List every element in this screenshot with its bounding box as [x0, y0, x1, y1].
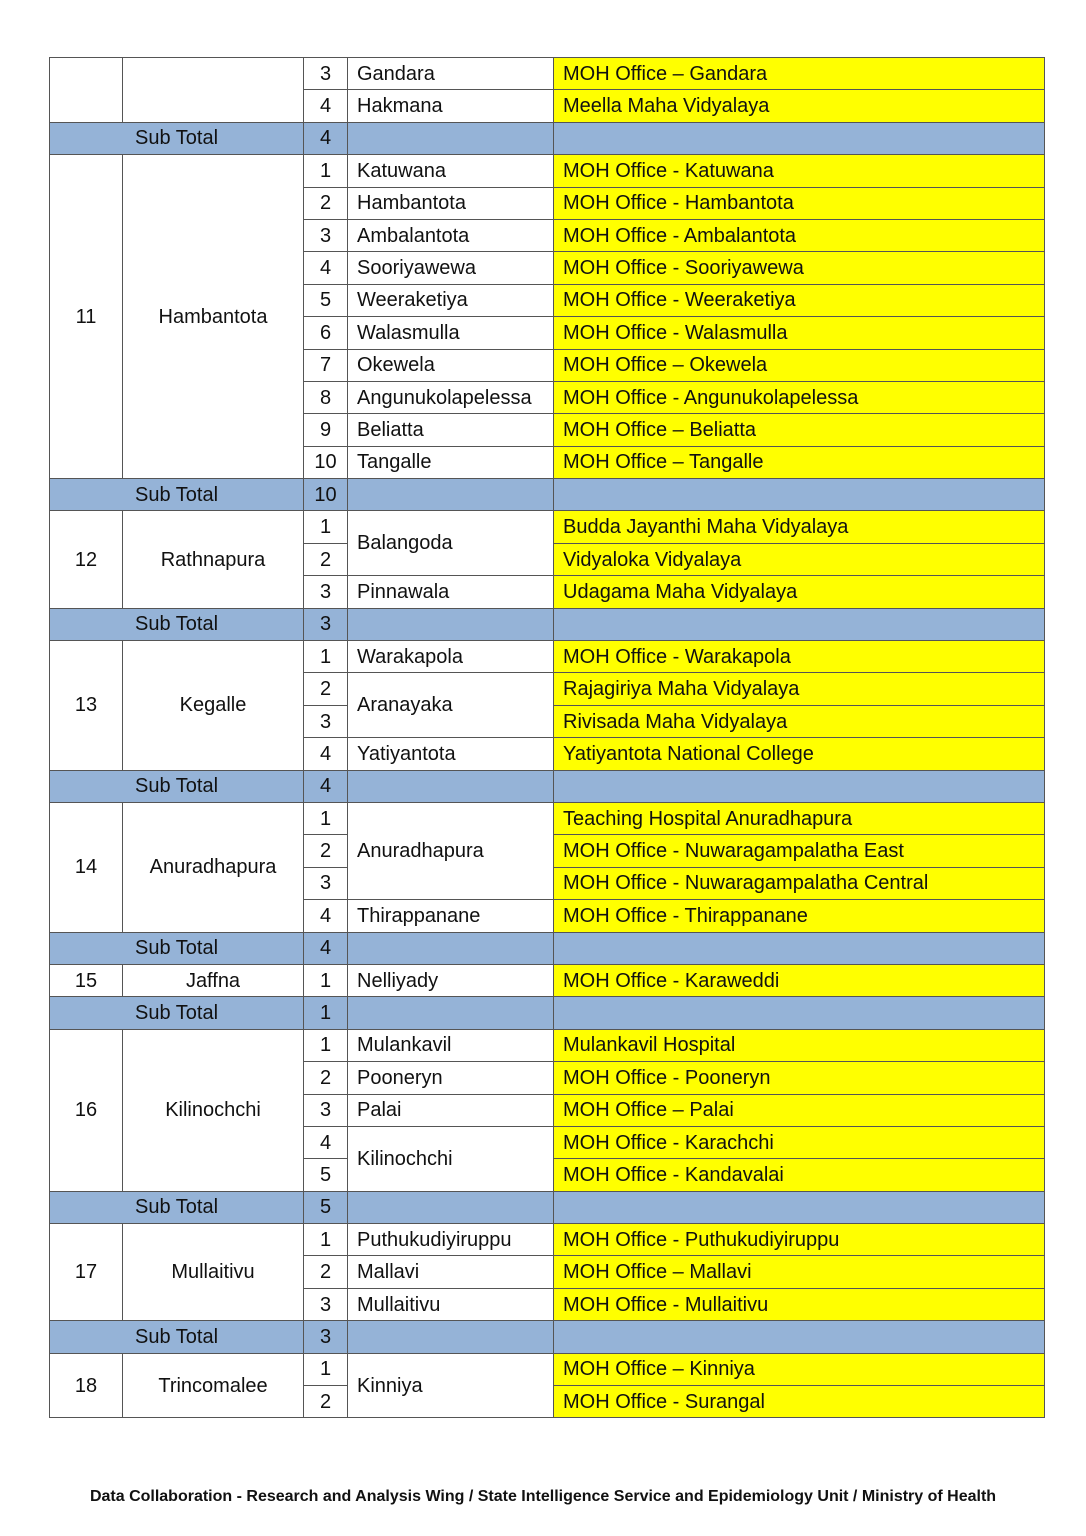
centre-index: 3: [304, 576, 348, 608]
moh-area: Gandara: [348, 58, 554, 90]
moh-area: Thirappanane: [348, 900, 554, 932]
moh-area: Pooneryn: [348, 1062, 554, 1094]
moh-area: Tangalle: [348, 446, 554, 478]
centre-index: 4: [304, 738, 348, 770]
centre-index: 3: [304, 867, 348, 899]
district-name: Anuradhapura: [123, 802, 304, 932]
centre-index: 1: [304, 641, 348, 673]
subtotal-row: [50, 479, 1045, 511]
district-name: Rathnapura: [123, 511, 304, 608]
vaccination-location: MOH Office - Surangal: [554, 1386, 1045, 1418]
subtotal-blank-location: [554, 997, 1045, 1029]
subtotal-count: 5: [304, 1191, 348, 1223]
district-number: 12: [50, 511, 123, 608]
subtotal-count: 4: [304, 122, 348, 154]
moh-area: Ambalantota: [348, 219, 554, 251]
centre-index: 1: [304, 511, 348, 543]
vaccination-location: MOH Office - Nuwaragampalatha Central: [554, 867, 1045, 899]
vaccination-location: MOH Office – Okewela: [554, 349, 1045, 381]
footer-credit: Data Collaboration - Research and Analysis Wing / State Intelligence Service and Epidemiology Unit / Ministry of Health: [89, 1488, 997, 1505]
subtotal-row: [50, 122, 1045, 154]
moh-area: Mulankavil: [348, 1029, 554, 1061]
vaccination-centre-table: [49, 57, 1045, 1418]
vaccination-location: MOH Office – Kinniya: [554, 1353, 1045, 1385]
centre-index: 2: [304, 1062, 348, 1094]
subtotal-label: Sub Total: [50, 932, 304, 964]
vaccination-location: MOH Office - Ambalantota: [554, 219, 1045, 251]
subtotal-row: [50, 608, 1045, 640]
subtotal-blank-moh: [348, 770, 554, 802]
subtotal-blank-location: [554, 770, 1045, 802]
vaccination-location: MOH Office - Nuwaragampalatha East: [554, 835, 1045, 867]
subtotal-count: 4: [304, 770, 348, 802]
moh-area: Hakmana: [348, 90, 554, 122]
vaccination-location: MOH Office – Beliatta: [554, 414, 1045, 446]
centre-index: 4: [304, 900, 348, 932]
subtotal-row: [50, 997, 1045, 1029]
subtotal-blank-moh: [348, 1321, 554, 1353]
moh-area: Beliatta: [348, 414, 554, 446]
centre-index: 1: [304, 964, 348, 996]
subtotal-blank-moh: [348, 932, 554, 964]
subtotal-row: [50, 932, 1045, 964]
centre-index: 4: [304, 252, 348, 284]
centre-index: 3: [304, 1288, 348, 1320]
moh-area: Kinniya: [348, 1353, 554, 1418]
subtotal-label: Sub Total: [50, 997, 304, 1029]
vaccination-location: MOH Office – Tangalle: [554, 446, 1045, 478]
vaccination-location: MOH Office – Mallavi: [554, 1256, 1045, 1288]
district-number: 11: [50, 155, 123, 479]
vaccination-location: MOH Office - Puthukudiyiruppu: [554, 1224, 1045, 1256]
centre-index: 10: [304, 446, 348, 478]
moh-area: Walasmulla: [348, 317, 554, 349]
vaccination-location: MOH Office - Karaweddi: [554, 964, 1045, 996]
subtotal-blank-location: [554, 479, 1045, 511]
subtotal-label: Sub Total: [50, 479, 304, 511]
vaccination-location: MOH Office – Gandara: [554, 58, 1045, 90]
district-number: [50, 58, 123, 123]
centre-index: 9: [304, 414, 348, 446]
vaccination-location: Rajagiriya Maha Vidyalaya: [554, 673, 1045, 705]
table-row: [50, 802, 1045, 834]
moh-area: Sooriyawewa: [348, 252, 554, 284]
subtotal-label: Sub Total: [50, 770, 304, 802]
moh-area: Aranayaka: [348, 673, 554, 738]
vaccination-location: MOH Office - Katuwana: [554, 155, 1045, 187]
moh-area: Anuradhapura: [348, 802, 554, 899]
table-row: [50, 1224, 1045, 1256]
moh-area: Angunukolapelessa: [348, 381, 554, 413]
vaccination-location: Rivisada Maha Vidyalaya: [554, 705, 1045, 737]
subtotal-blank-moh: [348, 608, 554, 640]
subtotal-count: 3: [304, 1321, 348, 1353]
district-name: Kegalle: [123, 641, 304, 771]
vaccination-location: Yatiyantota National College: [554, 738, 1045, 770]
vaccination-location: MOH Office - Angunukolapelessa: [554, 381, 1045, 413]
vaccination-location: MOH Office - Warakapola: [554, 641, 1045, 673]
subtotal-blank-location: [554, 608, 1045, 640]
moh-area: Katuwana: [348, 155, 554, 187]
table-row: [50, 58, 1045, 90]
subtotal-blank-moh: [348, 1191, 554, 1223]
centre-index: 8: [304, 381, 348, 413]
subtotal-blank-moh: [348, 997, 554, 1029]
district-number: 18: [50, 1353, 123, 1418]
centre-index: 1: [304, 1224, 348, 1256]
centre-index: 3: [304, 219, 348, 251]
subtotal-label: Sub Total: [50, 608, 304, 640]
subtotal-label: Sub Total: [50, 1191, 304, 1223]
vaccination-location: MOH Office - Mullaitivu: [554, 1288, 1045, 1320]
centre-index: 2: [304, 187, 348, 219]
centre-index: 2: [304, 543, 348, 575]
vaccination-location: Budda Jayanthi Maha Vidyalaya: [554, 511, 1045, 543]
centre-index: 5: [304, 1159, 348, 1191]
district-name: [123, 58, 304, 123]
district-number: 16: [50, 1029, 123, 1191]
district-name: Hambantota: [123, 155, 304, 479]
centre-index: 1: [304, 1029, 348, 1061]
district-number: 17: [50, 1224, 123, 1321]
table-row: [50, 641, 1045, 673]
centre-index: 3: [304, 58, 348, 90]
moh-area: Okewela: [348, 349, 554, 381]
centre-index: 6: [304, 317, 348, 349]
moh-area: Nelliyady: [348, 964, 554, 996]
centre-index: 3: [304, 1094, 348, 1126]
centre-index: 7: [304, 349, 348, 381]
moh-area: Palai: [348, 1094, 554, 1126]
table-row: [50, 1029, 1045, 1061]
subtotal-blank-location: [554, 1191, 1045, 1223]
subtotal-row: [50, 1191, 1045, 1223]
moh-area: Warakapola: [348, 641, 554, 673]
centre-index: 5: [304, 284, 348, 316]
vaccination-location: MOH Office – Palai: [554, 1094, 1045, 1126]
moh-area: Mallavi: [348, 1256, 554, 1288]
subtotal-count: 10: [304, 479, 348, 511]
centre-index: 2: [304, 835, 348, 867]
vaccination-location: Vidyaloka Vidyalaya: [554, 543, 1045, 575]
district-name: Trincomalee: [123, 1353, 304, 1418]
subtotal-label: Sub Total: [50, 1321, 304, 1353]
district-number: 14: [50, 802, 123, 932]
moh-area: Weeraketiya: [348, 284, 554, 316]
moh-area: Balangoda: [348, 511, 554, 576]
vaccination-location: MOH Office - Sooriyawewa: [554, 252, 1045, 284]
moh-area: Puthukudiyiruppu: [348, 1224, 554, 1256]
centre-index: 3: [304, 705, 348, 737]
subtotal-blank-location: [554, 122, 1045, 154]
centre-index: 4: [304, 1126, 348, 1158]
vaccination-location: Teaching Hospital Anuradhapura: [554, 802, 1045, 834]
subtotal-blank-location: [554, 932, 1045, 964]
moh-area: Kilinochchi: [348, 1126, 554, 1191]
centre-index: 4: [304, 90, 348, 122]
vaccination-location: MOH Office - Weeraketiya: [554, 284, 1045, 316]
vaccination-location: MOH Office - Pooneryn: [554, 1062, 1045, 1094]
centre-index: 2: [304, 1386, 348, 1418]
moh-area: Mullaitivu: [348, 1288, 554, 1320]
district-name: Jaffna: [123, 964, 304, 996]
subtotal-label: Sub Total: [50, 122, 304, 154]
moh-area: Pinnawala: [348, 576, 554, 608]
subtotal-count: 3: [304, 608, 348, 640]
moh-area: Yatiyantota: [348, 738, 554, 770]
district-name: Mullaitivu: [123, 1224, 304, 1321]
vaccination-location: MOH Office - Hambantota: [554, 187, 1045, 219]
subtotal-blank-location: [554, 1321, 1045, 1353]
district-number: 13: [50, 641, 123, 771]
table-row: [50, 1353, 1045, 1385]
subtotal-blank-moh: [348, 479, 554, 511]
vaccination-location: MOH Office - Thirappanane: [554, 900, 1045, 932]
moh-area: Hambantota: [348, 187, 554, 219]
district-number: 15: [50, 964, 123, 996]
subtotal-row: [50, 1321, 1045, 1353]
subtotal-count: 1: [304, 997, 348, 1029]
vaccination-location: Meella Maha Vidyalaya: [554, 90, 1045, 122]
subtotal-count: 4: [304, 932, 348, 964]
vaccination-location: Udagama Maha Vidyalaya: [554, 576, 1045, 608]
centre-index: 1: [304, 802, 348, 834]
vaccination-location: Mulankavil Hospital: [554, 1029, 1045, 1061]
vaccination-location: MOH Office - Karachchi: [554, 1126, 1045, 1158]
centre-index: 2: [304, 673, 348, 705]
district-name: Kilinochchi: [123, 1029, 304, 1191]
centre-index: 1: [304, 1353, 348, 1385]
vaccination-location: MOH Office - Walasmulla: [554, 317, 1045, 349]
vaccination-location: MOH Office - Kandavalai: [554, 1159, 1045, 1191]
centre-index: 1: [304, 155, 348, 187]
table-row: [50, 964, 1045, 996]
subtotal-blank-moh: [348, 122, 554, 154]
centre-index: 2: [304, 1256, 348, 1288]
table-row: [50, 155, 1045, 187]
table-row: [50, 511, 1045, 543]
subtotal-row: [50, 770, 1045, 802]
